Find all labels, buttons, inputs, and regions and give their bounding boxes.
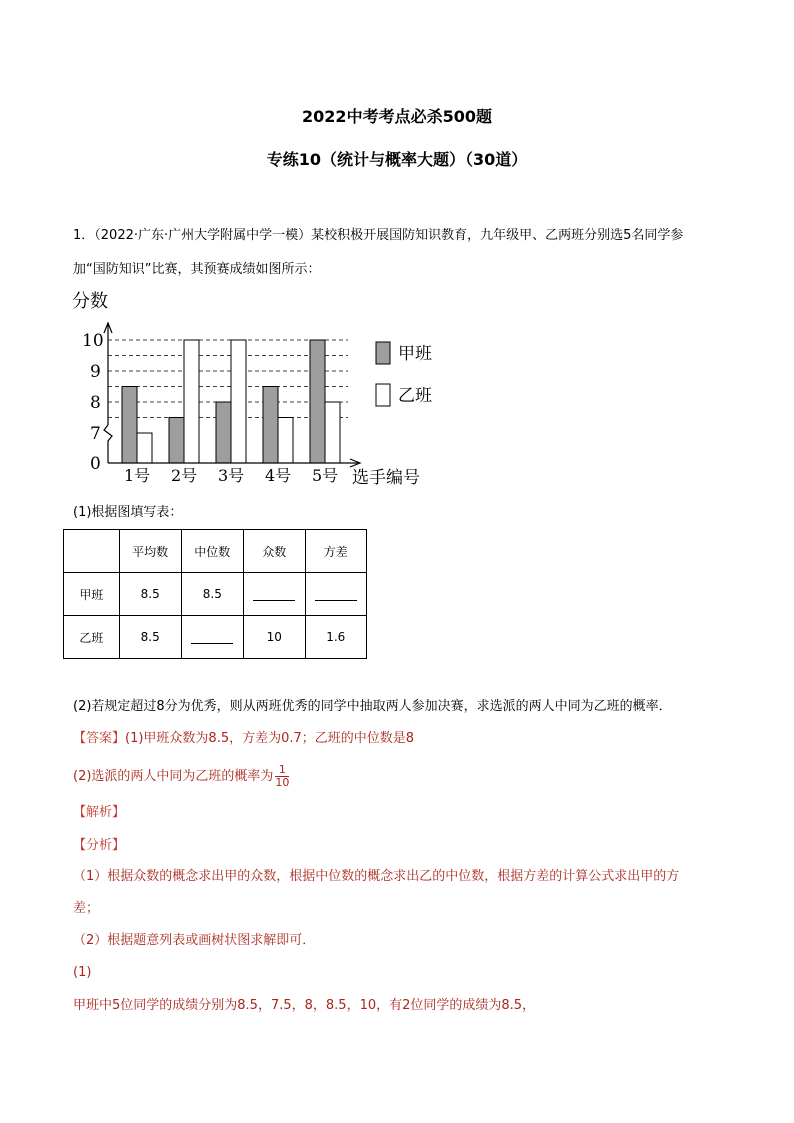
y-tick-label: 7 [90, 424, 101, 444]
part1-prompt: (1)根据图填写表： [73, 505, 183, 520]
y-tick-label: 0 [90, 454, 101, 474]
fenxi-tag: 【分析】 [73, 838, 126, 853]
variance-cell: 1.6 [305, 616, 367, 659]
doc-subtitle: 专练10（统计与概率大题）（30道） [266, 150, 528, 169]
row-label: 甲班 [64, 573, 120, 616]
y-tick-label: 8 [90, 393, 101, 413]
x-tick-label: 3号 [218, 466, 245, 485]
axis-break-mark [104, 425, 112, 463]
jiexi-tag: 【解析】 [73, 805, 126, 820]
median-blank-cell[interactable] [181, 616, 243, 659]
x-tick-label: 4号 [265, 466, 292, 485]
mode-blank-cell[interactable] [244, 573, 305, 616]
bar-yi [278, 418, 293, 464]
probability-fraction [275, 764, 289, 789]
table-row [64, 616, 367, 659]
answer-text2: (2)选派的两人中同为乙班的概率为 [73, 769, 274, 784]
answer-text1: (1)甲班众数为8.5，方差为0.7；乙班的中位数是8 [125, 731, 415, 746]
answer-tag: 【答案】 [73, 731, 126, 746]
answer-blank[interactable] [253, 588, 295, 601]
x-tick-label: 2号 [171, 466, 198, 485]
bar-jia [263, 387, 278, 464]
bar-yi [137, 433, 152, 463]
legend-label: 甲班 [398, 344, 432, 364]
y-tick-label: 10 [82, 331, 104, 351]
analysis-p1-line1: （1）根据众数的概念求出甲的众数，根据中位数的概念求出乙的中位数，根据方差的计算公式求出甲的方 [73, 869, 680, 884]
y-tick-label: 9 [90, 362, 101, 382]
x-tick-label: 1号 [124, 466, 151, 485]
question-intro-line2: 加“国防知识”比赛，其预赛成绩如图所示： [73, 262, 321, 277]
answer-line2 [73, 764, 289, 789]
mode-cell: 10 [244, 616, 305, 659]
analysis-last: 甲班中5位同学的成绩分别为8.5，7.5，8，8.5，10，有2位同学的成绩为8.5， [73, 998, 536, 1013]
x-axis-label: 选手编号 [352, 468, 420, 488]
legend-swatch [376, 342, 390, 364]
bar-jia [122, 387, 137, 464]
median-cell: 8.5 [181, 573, 243, 616]
table-row [64, 573, 367, 616]
part2-prompt: (2)若规定超过8分为优秀，则从两班优秀的同学中抽取两人参加决赛，求选派的两人中同为乙班的概率． [73, 699, 672, 714]
analysis-sub1: (1) [73, 965, 92, 980]
y-axis-label: 分数 [72, 291, 108, 312]
table-header-cell: 方差 [305, 530, 367, 573]
bar-jia [169, 418, 184, 464]
table-header-cell: 平均数 [119, 530, 181, 573]
analysis-p1-line2: 差； [73, 901, 100, 916]
question-intro-line1: 1．（2022·广东·广州大学附属中学一模）某校积极开展国防知识教育，九年级甲、乙两班分别选5名同学参 [73, 228, 684, 243]
score-bar-chart [60, 285, 450, 490]
analysis-p2: （2）根据题意列表或画树状图求解即可． [73, 933, 316, 948]
mean-cell: 8.5 [119, 616, 181, 659]
variance-blank-cell[interactable] [305, 573, 367, 616]
legend-label: 乙班 [398, 386, 432, 406]
row-label: 乙班 [64, 616, 120, 659]
table-header-cell: 中位数 [181, 530, 243, 573]
x-tick-label: 5号 [312, 466, 339, 485]
bar-yi [231, 340, 246, 463]
answer-blank[interactable] [191, 631, 233, 644]
doc-title: 2022中考考点必杀500题 [302, 107, 492, 126]
legend-swatch [376, 384, 390, 406]
table-header-row [64, 530, 367, 573]
answer-blank[interactable] [315, 588, 357, 601]
mean-cell: 8.5 [119, 573, 181, 616]
stats-table [63, 529, 367, 659]
table-header-cell [64, 530, 120, 573]
fraction-denominator: 10 [275, 776, 290, 789]
bar-yi [325, 402, 340, 463]
answer-line1 [73, 729, 414, 749]
table-header-cell: 众数 [244, 530, 305, 573]
fraction-numerator: 1 [275, 764, 289, 777]
bar-jia [216, 402, 231, 463]
bar-yi [184, 340, 199, 463]
bar-jia [310, 340, 325, 463]
